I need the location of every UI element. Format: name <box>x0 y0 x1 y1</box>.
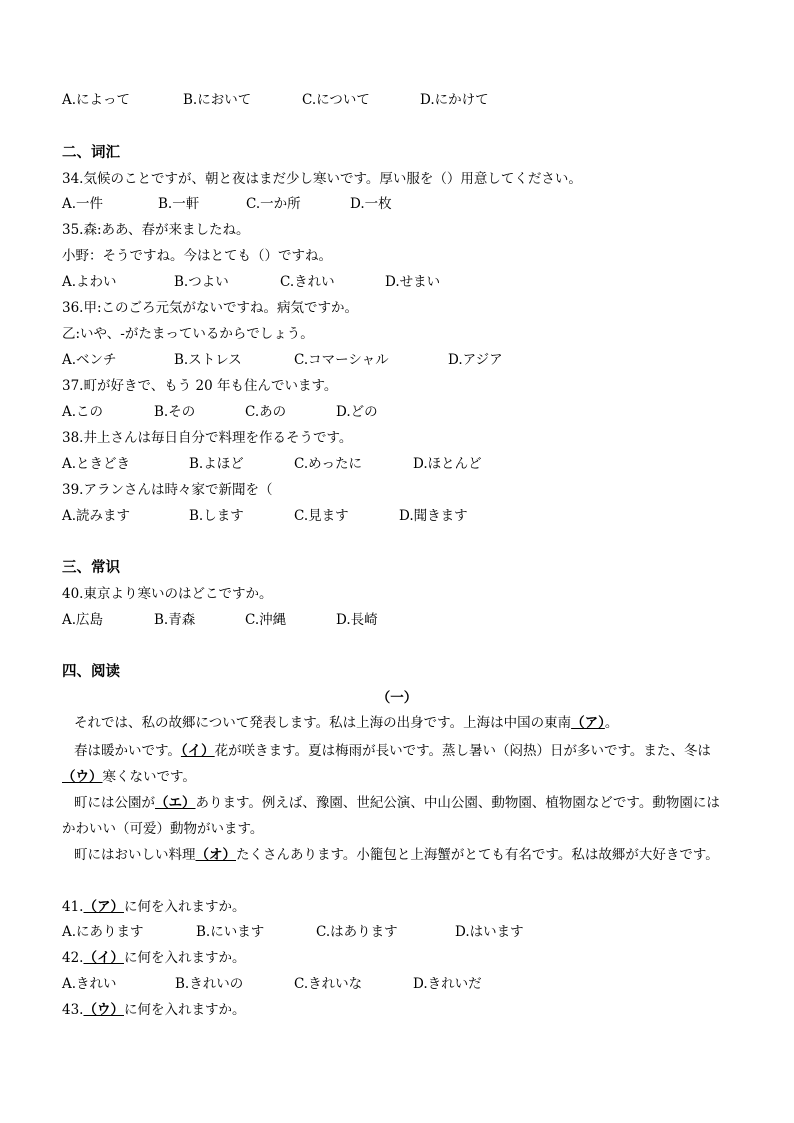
question-stem: 42.（イ）に何を入れますか。 <box>62 950 246 966</box>
option-b: B.します <box>189 508 244 524</box>
option-a: A.よわい <box>62 274 117 290</box>
option-c: C.あの <box>245 404 287 420</box>
blank-a: （ア） <box>571 715 605 731</box>
option-d: D.はいます <box>455 924 524 940</box>
option-b: B.において <box>183 92 252 108</box>
option-b: B.一軒 <box>158 196 200 212</box>
option-d: D.聞きます <box>399 508 468 524</box>
passage-number: （一） <box>376 690 418 706</box>
option-b: B.その <box>154 404 196 420</box>
option-d: D.にかけて <box>420 92 489 108</box>
option-b: B.よほど <box>189 456 244 472</box>
option-c: C.きれい <box>280 274 335 290</box>
option-c: C.めったに <box>294 456 363 472</box>
option-d: D.一枚 <box>350 196 392 212</box>
option-c: C.について <box>302 92 370 108</box>
option-d: D.せまい <box>385 274 441 290</box>
section-heading: 三、常识 <box>62 559 120 576</box>
q39-options <box>62 506 722 526</box>
option-d: D.どの <box>336 404 378 420</box>
passage-paragraph: それでは、私の故郷について発表します。私は上海の出身です。上海は中国の東南（ア）。 <box>74 715 619 731</box>
q36-options <box>62 350 722 370</box>
option-b: B.にいます <box>196 924 265 940</box>
question-stem: 40.東京より寒いのはどこですか。 <box>62 586 273 602</box>
option-d: D.長崎 <box>336 612 378 628</box>
question-stem: 36.甲:このごろ元気がないですね。病気ですか。 <box>62 300 359 316</box>
blank-i: （イ） <box>180 743 215 759</box>
option-b: B.青森 <box>154 612 196 628</box>
option-d: D.アジア <box>448 352 503 368</box>
q40-options <box>62 610 722 630</box>
question-stem: 41.（ア）に何を入れますか。 <box>62 899 246 915</box>
q41-options <box>62 922 722 942</box>
option-d: D.ほとんど <box>413 456 482 472</box>
option-b: B.つよい <box>174 274 229 290</box>
blank-ref: （ア） <box>83 899 124 915</box>
q37-options <box>62 402 722 422</box>
blank-o: （オ） <box>195 847 236 863</box>
blank-ref: （イ） <box>83 950 124 966</box>
passage-paragraph: 春は暖かいです。（イ）花が咲きます。夏は梅雨が長いです。蒸し暑い（闷热）日が多いです。また、冬は（ウ）寒くないです。 <box>62 743 711 785</box>
option-a: A.にあります <box>62 924 144 940</box>
option-a: A.この <box>62 404 104 420</box>
q33-options <box>62 90 722 110</box>
option-a: A.広島 <box>62 612 104 628</box>
blank-ref: （ウ） <box>83 1002 124 1018</box>
section-heading: 四、阅读 <box>62 663 120 680</box>
question-stem: 小野：そうですね。今はとても（）ですね。 <box>62 248 332 264</box>
section-heading: 二、词汇 <box>62 144 120 161</box>
question-stem: 39.アランさんは時々家で新聞を（ <box>62 482 273 498</box>
option-a: A.一件 <box>62 196 104 212</box>
question-stem: 34.気候のことですが、朝と夜はまだ少し寒いです。厚い服を（）用意してください。 <box>62 171 582 187</box>
q42-options <box>62 974 722 994</box>
passage-paragraph: 町には公園が（エ）あります。例えば、豫園、世紀公演、中山公園、動物園、植物園などです。動物園にはかわいい（可爱）動物がいます。 <box>62 795 720 837</box>
option-a: A.読みます <box>62 508 131 524</box>
option-a: A.ときどき <box>62 456 131 472</box>
option-c: C.沖縄 <box>245 612 287 628</box>
question-stem: 37.町が好きで、もう 20 年も住んでいます。 <box>62 378 338 394</box>
option-c: C.きれいな <box>294 976 363 992</box>
option-a: A.きれい <box>62 976 117 992</box>
option-c: C.はあります <box>316 924 398 940</box>
question-stem: 35.森:ああ、春が来ましたね。 <box>62 222 250 238</box>
option-d: D.きれいだ <box>413 976 482 992</box>
option-c: C.コマーシャル <box>294 352 389 368</box>
option-c: C.見ます <box>294 508 349 524</box>
option-b: B.ストレス <box>174 352 242 368</box>
q35-options <box>62 272 722 292</box>
question-stem: 38.井上さんは毎日自分で料理を作るそうです。 <box>62 430 353 446</box>
option-c: C.一か所 <box>246 196 301 212</box>
option-a: A.によって <box>62 92 131 108</box>
q34-options <box>62 194 722 214</box>
option-a: A.ベンチ <box>62 352 117 368</box>
question-stem: 43.（ウ）に何を入れますか。 <box>62 1002 246 1018</box>
blank-e: （エ） <box>155 795 196 811</box>
option-b: B.きれいの <box>175 976 244 992</box>
blank-u: （ウ） <box>62 769 103 785</box>
question-stem: 乙:いや、-がたまっているからでしょう。 <box>62 326 314 342</box>
passage-paragraph: 町にはおいしい料理（オ）たくさんあります。小籠包と上海蟹がとても有名です。私は故郷が大好きです。 <box>74 847 719 863</box>
q38-options <box>62 454 722 474</box>
